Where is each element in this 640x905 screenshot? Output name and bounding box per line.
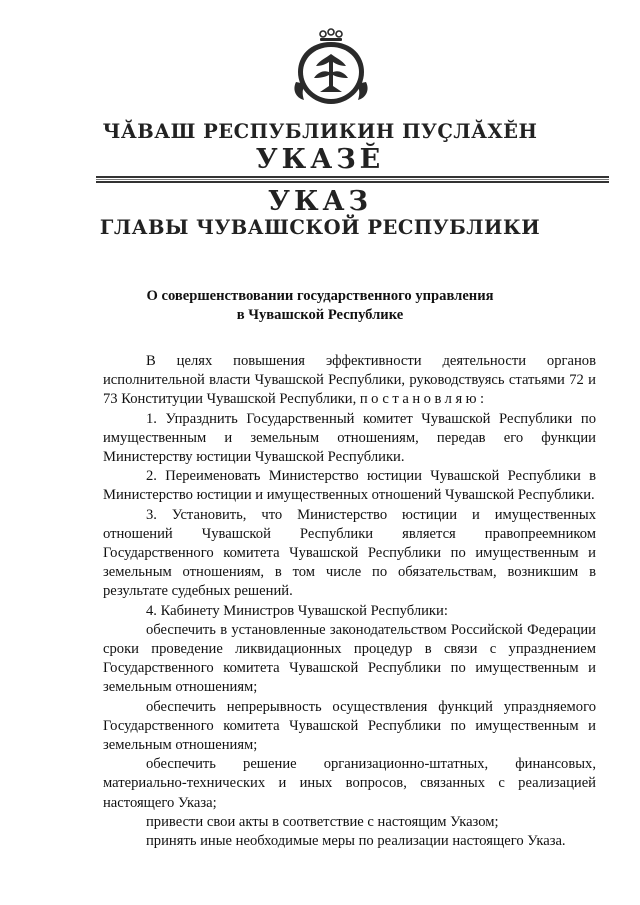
russian-header-line2: ГЛАВЫ ЧУВАШСКОЙ РЕСПУБЛИКИ	[99, 216, 541, 239]
decree-body	[103, 352, 596, 851]
clause-4-sub-2: обеспечить непрерывность осуществления функций упраздняемого Государственного комитета Чувашской Республики по имущественным и земельным отношениям;	[103, 698, 596, 754]
clause-3: 3. Установить, что Министерство юстиции и имущественных отношений Чувашской Республики является правопреемником Государственного комитета Чувашской Республики по имущественным и земельным отношениям, в том числе по обязательствам, возникшим в результате судебных решений.	[103, 506, 596, 600]
chuvash-header-line1: ЧӐВАШ РЕСПУБЛИКИН ПУҪЛӐХӖН	[102, 120, 538, 143]
preamble-paragraph	[103, 352, 596, 410]
header-divider-middle	[96, 179, 609, 180]
decree-title	[0, 287, 640, 325]
decree-word: постановляю:	[359, 391, 488, 408]
clause-4-sub-1: обеспечить в установленные законодательством Российской Федерации сроки проведение ликвидационных процедур в связи с упразднением Государственного комитета Чувашской Республики по имущественным и земельным отношениям;	[103, 621, 596, 696]
clause-4-sub-5: принять иные необходимые меры по реализации настоящего Указа.	[146, 833, 566, 850]
clause-4: 4. Кабинету Министров Чувашской Республики:	[146, 602, 448, 619]
preamble-text: В целях повышения эффективности деятельности органов исполнительной власти Чувашской Республики, руководствуясь статьями 72 и 73 Конституции Чувашской Республики,	[103, 353, 596, 408]
header-divider-bottom	[96, 181, 609, 183]
decree-title-line2: в Чувашской Республике	[236, 307, 404, 323]
chuvash-header-line2: УКАЗӖ	[255, 144, 385, 175]
russian-header-line1: УКАЗ	[268, 186, 372, 217]
decree-title-line1: О совершенствовании государственного управления	[146, 288, 494, 304]
header-divider-top	[96, 176, 609, 178]
coat-of-arms-emblem	[290, 26, 372, 108]
clause-2: 2. Переименовать Министерство юстиции Чувашской Республики в Министерство юстиции и имущественных отношений Чувашской Республики.	[103, 468, 596, 504]
clause-4-sub-4: привести свои акты в соответствие с настоящим Указом;	[146, 813, 499, 830]
clause-1: 1. Упразднить Государственный комитет Чувашской Республики по имущественным и земельным отношениям, передав его функции Министерству юстиции Чувашской Республики.	[103, 410, 596, 466]
clause-4-sub-3: обеспечить решение организационно-штатных, финансовых, материально-технических и иных вопросов, связанных с реализацией настоящего Указа;	[103, 756, 596, 811]
